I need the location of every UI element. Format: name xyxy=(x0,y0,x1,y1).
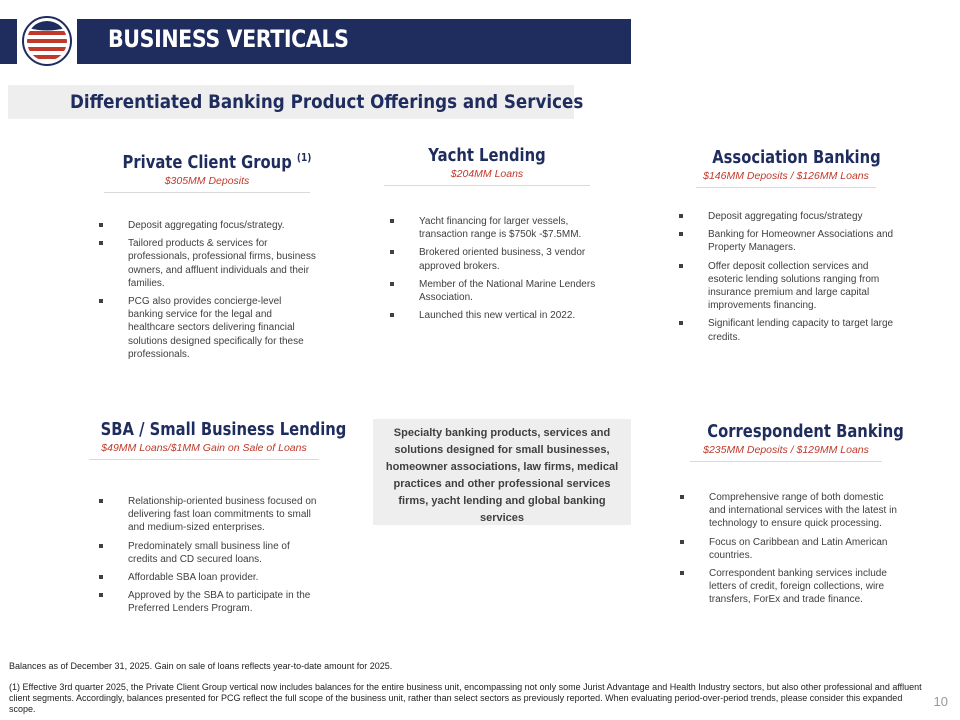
list-item: Comprehensive range of both domestic and international services with the latest in technology to ensure quick processing. xyxy=(680,491,900,531)
list-item: Yacht financing for larger vessels, transaction range is $750k -$7.5MM. xyxy=(390,215,610,241)
section-title: Association Banking xyxy=(712,147,881,168)
section-title: Private Client Group xyxy=(122,152,292,173)
list-item: Deposit aggregating focus/strategy xyxy=(679,210,899,223)
section-subtitle: $235MM Deposits / $129MM Loans xyxy=(690,443,882,462)
section-subtitle: $49MM Loans/$1MM Gain on Sale of Loans xyxy=(89,441,319,460)
list-item: Member of the National Marine Lenders Association. xyxy=(390,278,610,304)
list-item: PCG also provides concierge-level banking service for the legal and healthcare sectors delivering financial solutions designed specifically for these professionals. xyxy=(99,295,319,361)
section-yacht-lending xyxy=(384,145,590,186)
list-item: Brokered oriented business, 3 vendor approved brokers. xyxy=(390,246,610,272)
list-item: Offer deposit collection services and esoteric lending solutions ranging from insurance premium and large capital improvements financing. xyxy=(679,260,899,313)
section-title: Yacht Lending xyxy=(428,145,546,166)
correspondent-bullets xyxy=(680,491,900,612)
subheading: Differentiated Banking Product Offerings and Services xyxy=(70,91,584,113)
subheading-box xyxy=(8,85,584,119)
header-banner xyxy=(0,19,631,64)
section-private-client-group xyxy=(104,147,310,193)
specialty-summary-box xyxy=(373,419,631,525)
list-item: Relationship-oriented business focused on delivering fast loan commitments to small and medium-sized enterprises. xyxy=(99,495,319,535)
list-item: Significant lending capacity to target large credits. xyxy=(679,317,899,343)
association-bullets xyxy=(679,210,899,349)
section-correspondent-banking xyxy=(690,421,904,462)
list-item: Deposit aggregating focus/strategy. xyxy=(99,219,319,232)
specialty-summary-text: Specialty banking products, services and solutions designed for small businesses, homeowner associations, law firms, medical practices and other professional services firms, yacht lending and global banking services xyxy=(385,427,619,524)
section-subtitle: $305MM Deposits xyxy=(104,174,310,193)
list-item: Affordable SBA loan provider. xyxy=(99,571,319,584)
list-item: Launched this new vertical in 2022. xyxy=(390,309,610,322)
list-item: Tailored products & services for professionals, professional firms, business owners, and affluent individuals and their families. xyxy=(99,237,319,290)
footnote-balances: Balances as of December 31, 2025. Gain on sale of loans reflects year-to-date amount for 2025. xyxy=(9,661,393,671)
yacht-bullets xyxy=(390,215,610,327)
list-item: Correspondent banking services include letters of credit, foreign collections, wire transfers, ForEx and trade finance. xyxy=(680,567,900,607)
list-item: Approved by the SBA to participate in the Preferred Lenders Program. xyxy=(99,589,319,615)
page-title: BUSINESS VERTICALS xyxy=(108,25,349,53)
section-title: Correspondent Banking xyxy=(707,421,904,442)
sba-bullets xyxy=(99,495,319,621)
section-sba-lending xyxy=(78,419,347,460)
footnote-pcg: (1) Effective 3rd quarter 2025, the Private Client Group vertical now includes balances for the entire business unit, encompassing not only some Jurist Advantage and Health Industry sectors, but also other professional and affluent client segments. Accordingly, balances presented for PCG reflect the full scope of the business unit, rather than select sectors as previously reported. When evaluating period-over-period trends, please consider this expanded scope. xyxy=(9,682,922,714)
section-association-banking xyxy=(696,147,881,188)
flag-seal-logo-icon xyxy=(17,14,77,68)
list-item: Focus on Caribbean and Latin American countries. xyxy=(680,536,900,562)
section-subtitle: $204MM Loans xyxy=(384,167,590,186)
section-subtitle: $146MM Deposits / $126MM Loans xyxy=(696,169,876,188)
footnote-ref: (1) xyxy=(296,151,312,164)
list-item: Banking for Homeowner Associations and Property Managers. xyxy=(679,228,899,254)
list-item: Predominately small business line of credits and CD secured loans. xyxy=(99,540,319,566)
private-client-bullets xyxy=(99,219,319,366)
page-number: 10 xyxy=(933,694,948,709)
section-title: SBA / Small Business Lending xyxy=(100,419,347,440)
